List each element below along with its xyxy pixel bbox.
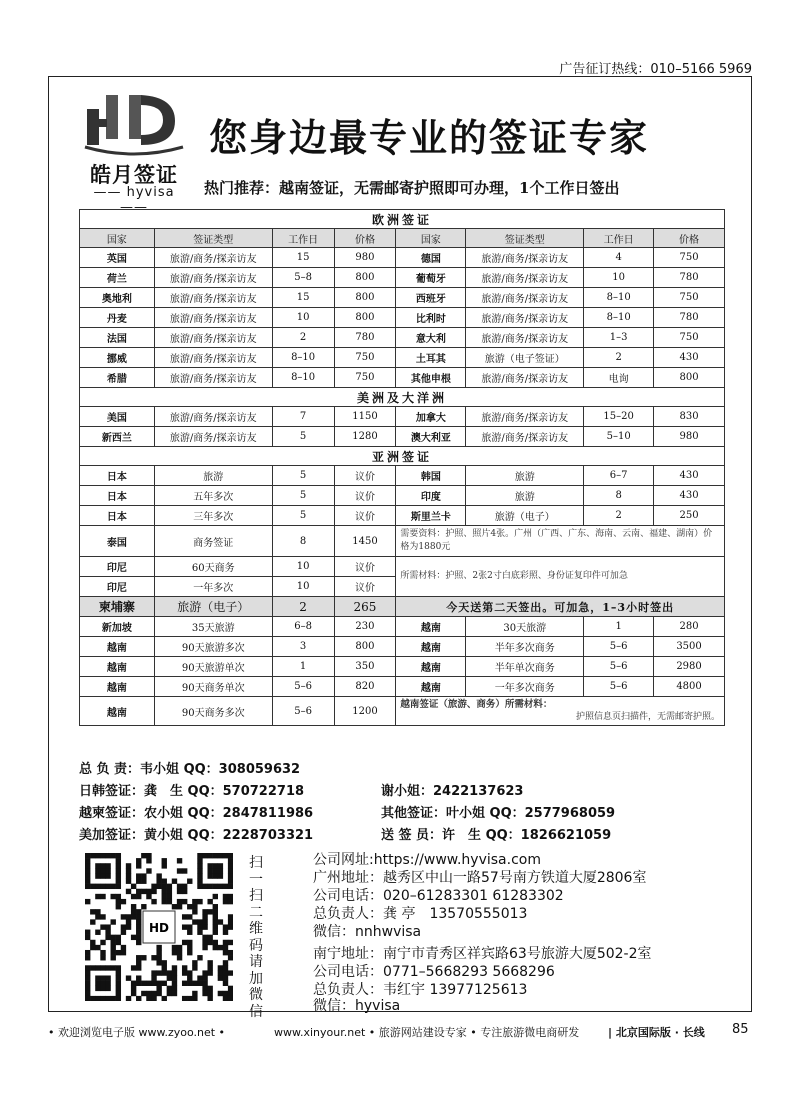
- table-cell: 800: [654, 368, 725, 388]
- table-row: [80, 466, 725, 486]
- table-cell: 越南: [80, 677, 155, 697]
- contact-other: 其他签证：叶小姐 QQ：2577968059: [381, 806, 616, 821]
- logo-name: 皓月签证: [90, 163, 178, 187]
- table-cell: 280: [654, 617, 725, 637]
- table-row: [80, 697, 725, 726]
- table-cell: 250: [654, 506, 725, 526]
- table-cell: 2: [272, 597, 334, 617]
- table-cell: 10: [272, 308, 334, 328]
- table-cell: 35天旅游: [154, 617, 272, 637]
- table-cell: 15: [272, 288, 334, 308]
- table-cell: 旅游/商务/探亲访友: [466, 368, 584, 388]
- table-cell: 日本: [80, 506, 155, 526]
- page-number: 85: [732, 1022, 749, 1037]
- visa-price-table: [79, 209, 725, 726]
- table-cell: 90天旅游单次: [154, 657, 272, 677]
- table-cell: 230: [334, 617, 396, 637]
- table-cell: 葡萄牙: [396, 268, 466, 288]
- table-cell: 5: [272, 506, 334, 526]
- table-cell: 5–6: [584, 677, 654, 697]
- table-cell: 1: [272, 657, 334, 677]
- table-cell: 800: [334, 637, 396, 657]
- qr-code: [85, 853, 233, 1001]
- table-cell: 意大利: [396, 328, 466, 348]
- qr-code-icon: [85, 853, 233, 1001]
- section-america: [80, 388, 725, 407]
- ad-hotline: 广告征订热线：010–5166 5969: [559, 62, 752, 77]
- table-cell: 电询: [584, 368, 654, 388]
- table-cell: 商务签证: [154, 526, 272, 557]
- table-cell: 1: [584, 617, 654, 637]
- table-cell: 半年多次商务: [466, 637, 584, 657]
- table-row: [80, 328, 725, 348]
- table-cell: 2: [272, 328, 334, 348]
- table-cell: 90天商务单次: [154, 677, 272, 697]
- table-cell: 820: [334, 677, 396, 697]
- table-row: [80, 348, 725, 368]
- ad-frame: [48, 76, 752, 1020]
- table-cell: 800: [334, 268, 396, 288]
- table-cell: 澳大利亚: [396, 427, 466, 447]
- nanning-manager: 总负责人：韦红宇 13977125613: [313, 982, 528, 998]
- table-cell: 旅游/商务/探亲访友: [154, 328, 272, 348]
- table-cell: 8–10: [272, 368, 334, 388]
- table-cell: 750: [654, 248, 725, 268]
- table-cell: 印尼: [80, 557, 155, 577]
- table-cell: 西班牙: [396, 288, 466, 308]
- table-cell: 430: [654, 466, 725, 486]
- logo-english: —— hyvisa ——: [93, 185, 175, 215]
- table-cell: 旅游: [466, 486, 584, 506]
- contact-vietnam-cambodia: 越柬签证：农小姐 QQ：2847811986: [79, 806, 314, 821]
- table-cell: 15–20: [584, 407, 654, 427]
- section-asia: [80, 447, 725, 466]
- table-cell: 旅游: [154, 466, 272, 486]
- table-cell: 430: [654, 348, 725, 368]
- svg-text:HD: HD: [148, 921, 170, 935]
- table-cell: 750: [654, 328, 725, 348]
- table-cell: 旅游/商务/探亲访友: [466, 328, 584, 348]
- table-cell: 8: [584, 486, 654, 506]
- table-cell: 旅游/商务/探亲访友: [154, 427, 272, 447]
- table-cell: 1280: [334, 427, 396, 447]
- column-header: 价格: [654, 229, 725, 248]
- contact-courier: 送 签 员：许 生 QQ：1826621059: [381, 828, 612, 843]
- table-row: [80, 506, 725, 526]
- indonesia-note: 所需材料：护照、2张2寸白底彩照、身份证复印件可加急: [396, 557, 725, 597]
- table-cell: 750: [654, 288, 725, 308]
- table-cell: 旅游/商务/探亲访友: [154, 348, 272, 368]
- table-cell: 德国: [396, 248, 466, 268]
- table-cell: 5–6: [272, 677, 334, 697]
- table-cell: 6–8: [272, 617, 334, 637]
- table-cell: 越南: [80, 637, 155, 657]
- guangzhou-address: 广州地址：越秀区中山一路57号南方铁道大厦2806室: [313, 870, 647, 886]
- table-cell: 旅游/商务/探亲访友: [466, 248, 584, 268]
- section-title: 欧洲签证: [80, 210, 725, 229]
- table-cell: 加拿大: [396, 407, 466, 427]
- contact-general: 总 负 责：韦小姐 QQ：308059632: [79, 762, 301, 777]
- table-cell: 斯里兰卡: [396, 506, 466, 526]
- table-cell: 60天商务: [154, 557, 272, 577]
- table-cell: 1200: [334, 697, 396, 726]
- table-cell: 980: [334, 248, 396, 268]
- table-cell: 一年多次: [154, 577, 272, 597]
- table-row: [80, 268, 725, 288]
- table-cell: 韩国: [396, 466, 466, 486]
- header-row: [80, 229, 725, 248]
- table-cell: 2980: [654, 657, 725, 677]
- table-cell: 希腊: [80, 368, 155, 388]
- footer-middle: www.xinyour.net • 旅游网站建设专家 • 专注旅游微电商研发: [274, 1026, 580, 1039]
- nanning-wechat: 微信：hyvisa: [313, 998, 401, 1014]
- table-cell: 议价: [334, 557, 396, 577]
- table-cell: 旅游/商务/探亲访友: [154, 288, 272, 308]
- table-cell: 法国: [80, 328, 155, 348]
- column-header: 工作日: [584, 229, 654, 248]
- table-cell: 美国: [80, 407, 155, 427]
- contact-japan-korea: 日韩签证：龚 生 QQ：570722718: [79, 784, 305, 799]
- section-title: 亚洲签证: [80, 447, 725, 466]
- table-cell: 780: [654, 268, 725, 288]
- table-cell: 一年多次商务: [466, 677, 584, 697]
- table-cell: 15: [272, 248, 334, 268]
- table-cell: 1450: [334, 526, 396, 557]
- table-cell: 旅游/商务/探亲访友: [154, 268, 272, 288]
- table-cell: 三年多次: [154, 506, 272, 526]
- table-cell: 2: [584, 348, 654, 368]
- table-cell: 旅游/商务/探亲访友: [466, 308, 584, 328]
- table-cell: 5–6: [272, 697, 334, 726]
- table-cell: 印度: [396, 486, 466, 506]
- table-cell: 800: [334, 288, 396, 308]
- table-cell: 越南: [80, 657, 155, 677]
- table-cell: 越南: [396, 637, 466, 657]
- table-cell: 旅游（电子）: [466, 506, 584, 526]
- table-cell: 土耳其: [396, 348, 466, 368]
- table-cell: 5: [272, 427, 334, 447]
- table-cell: 议价: [334, 577, 396, 597]
- table-cell: 议价: [334, 466, 396, 486]
- section-title: 美洲及大洋洲: [80, 388, 725, 407]
- table-row: [80, 288, 725, 308]
- table-cell: 半年单次商务: [466, 657, 584, 677]
- table-cell: 越南: [396, 677, 466, 697]
- table-cell: 350: [334, 657, 396, 677]
- table-cell: 3500: [654, 637, 725, 657]
- table-cell: 旅游/商务/探亲访友: [154, 248, 272, 268]
- table-cell: 430: [654, 486, 725, 506]
- table-cell: 旅游/商务/探亲访友: [466, 407, 584, 427]
- table-cell: 4: [584, 248, 654, 268]
- table-cell: 5–6: [584, 637, 654, 657]
- table-cell: 五年多次: [154, 486, 272, 506]
- table-row: [80, 637, 725, 657]
- table-cell: 3: [272, 637, 334, 657]
- table-cell: 旅游: [466, 466, 584, 486]
- table-cell: 议价: [334, 486, 396, 506]
- table-cell: 日本: [80, 466, 155, 486]
- column-header: 工作日: [272, 229, 334, 248]
- table-cell: 旅游/商务/探亲访友: [154, 308, 272, 328]
- table-row: [80, 677, 725, 697]
- table-cell: 8–10: [584, 288, 654, 308]
- table-row: [80, 597, 725, 617]
- table-cell: 90天旅游多次: [154, 637, 272, 657]
- table-cell: 挪威: [80, 348, 155, 368]
- table-cell: 议价: [334, 506, 396, 526]
- footer-edition: | 北京国际版 · 长线: [608, 1026, 705, 1039]
- table-cell: 5–8: [272, 268, 334, 288]
- table-cell: 90天商务多次: [154, 697, 272, 726]
- nanning-phone: 公司电话：0771–5668293 5668296: [313, 964, 555, 980]
- thailand-note: 需要资料：护照、照片4张。广州（广西、广东、海南、云南、福建、湖南）价格为1880元: [396, 526, 725, 557]
- table-row: [80, 368, 725, 388]
- nanning-address: 南宁地址：南宁市青秀区祥宾路63号旅游大厦502-2室: [313, 946, 652, 962]
- table-cell: 5: [272, 466, 334, 486]
- table-cell: 750: [334, 368, 396, 388]
- guangzhou-wechat: 微信：nnhwvisa: [313, 924, 422, 940]
- hot-recommendation: 热门推荐：越南签证，无需邮寄护照即可办理，1个工作日签出: [204, 179, 620, 197]
- table-cell: 印尼: [80, 577, 155, 597]
- table-row: [80, 486, 725, 506]
- table-cell: 新西兰: [80, 427, 155, 447]
- table-row: [80, 657, 725, 677]
- table-cell: 1150: [334, 407, 396, 427]
- table-row: [80, 526, 725, 557]
- company-website: 公司网址:https://www.hyvisa.com: [313, 852, 541, 868]
- table-cell: 5–6: [584, 657, 654, 677]
- table-cell: 10: [272, 557, 334, 577]
- column-header: 国家: [396, 229, 466, 248]
- table-cell: 旅游（电子签证）: [466, 348, 584, 368]
- table-cell: 越南: [396, 617, 466, 637]
- table-cell: 8–10: [584, 308, 654, 328]
- table-cell: 7: [272, 407, 334, 427]
- guangzhou-phone: 公司电话：020–61283301 61283302: [313, 888, 564, 904]
- scan-instruction: 扫一扫二维码请加微信: [249, 855, 263, 1020]
- table-cell: 8–10: [272, 348, 334, 368]
- vietnam-note: [396, 697, 725, 726]
- hd-logo-icon: [79, 87, 189, 159]
- table-cell: 1–3: [584, 328, 654, 348]
- guangzhou-manager: 总负责人：龚 亭 13570555013: [313, 906, 528, 922]
- table-cell: 丹麦: [80, 308, 155, 328]
- column-header: 国家: [80, 229, 155, 248]
- table-row: [80, 308, 725, 328]
- logo: [79, 87, 189, 215]
- table-cell: 5: [272, 486, 334, 506]
- table-row: [80, 427, 725, 447]
- table-cell: 800: [334, 308, 396, 328]
- table-cell: 2: [584, 506, 654, 526]
- table-cell: 5–10: [584, 427, 654, 447]
- table-cell: 比利时: [396, 308, 466, 328]
- vietnam-note-title: 越南签证（旅游、商务）所需材料：: [400, 699, 553, 710]
- headline: 您身边最专业的签证专家: [209, 115, 650, 160]
- section-europe: [80, 210, 725, 229]
- table-cell: 英国: [80, 248, 155, 268]
- table-cell: 750: [334, 348, 396, 368]
- contact-us-canada: 美加签证：黄小姐 QQ：2228703321: [79, 828, 314, 843]
- table-row: [80, 407, 725, 427]
- table-cell: 6–7: [584, 466, 654, 486]
- table-cell: 旅游/商务/探亲访友: [466, 427, 584, 447]
- table-cell: 新加坡: [80, 617, 155, 637]
- table-cell: 柬埔寨: [80, 597, 155, 617]
- table-cell: 旅游/商务/探亲访友: [466, 288, 584, 308]
- table-cell: 旅游/商务/探亲访友: [466, 268, 584, 288]
- table-cell: 780: [654, 308, 725, 328]
- table-row: [80, 557, 725, 577]
- table-row: [80, 248, 725, 268]
- table-row: [80, 617, 725, 637]
- same-day-notice: 今天送第二天签出。可加急，1–3小时签出: [396, 597, 725, 617]
- table-cell: 10: [272, 577, 334, 597]
- table-cell: 旅游/商务/探亲访友: [154, 407, 272, 427]
- vietnam-note-detail: 护照信息页扫描件，无需邮寄护照。: [575, 712, 720, 722]
- table-cell: 其他申根: [396, 368, 466, 388]
- contact-xie: 谢小姐：2422137623: [381, 784, 524, 799]
- table-cell: 30天旅游: [466, 617, 584, 637]
- table-cell: 日本: [80, 486, 155, 506]
- table-cell: 旅游/商务/探亲访友: [154, 368, 272, 388]
- column-header: 签证类型: [154, 229, 272, 248]
- table-cell: 265: [334, 597, 396, 617]
- table-cell: 泰国: [80, 526, 155, 557]
- column-header: 价格: [334, 229, 396, 248]
- table-cell: 780: [334, 328, 396, 348]
- table-cell: 越南: [396, 657, 466, 677]
- column-header: 签证类型: [466, 229, 584, 248]
- table-cell: 8: [272, 526, 334, 557]
- table-cell: 10: [584, 268, 654, 288]
- table-cell: 旅游（电子）: [154, 597, 272, 617]
- table-cell: 奥地利: [80, 288, 155, 308]
- table-cell: 4800: [654, 677, 725, 697]
- footer-left: • 欢迎浏览电子版 www.zyoo.net •: [48, 1026, 226, 1039]
- table-cell: 荷兰: [80, 268, 155, 288]
- table-cell: 越南: [80, 697, 155, 726]
- table-cell: 980: [654, 427, 725, 447]
- table-cell: 830: [654, 407, 725, 427]
